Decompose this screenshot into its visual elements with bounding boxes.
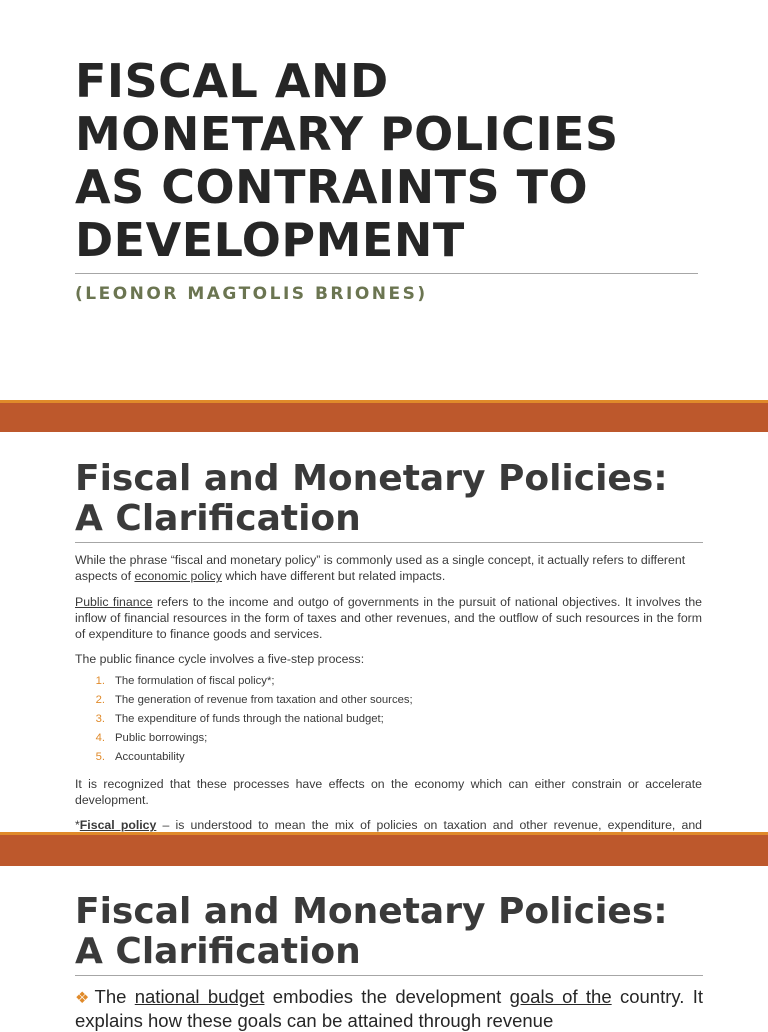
list-item xyxy=(75,710,702,729)
text: The xyxy=(94,986,135,1007)
list-item xyxy=(75,748,702,767)
slide-title xyxy=(75,459,668,539)
list-item xyxy=(75,672,702,691)
deck-title-line: DEVELOPMENT xyxy=(75,213,465,267)
list-item xyxy=(75,729,702,748)
process-steps-list xyxy=(75,672,702,767)
diamond-bullet-icon: ❖ xyxy=(75,990,93,1007)
list-text: Public borrowings; xyxy=(115,731,208,744)
list-text: The formulation of fiscal policy*; xyxy=(115,674,275,687)
list-number: 2. xyxy=(95,693,105,706)
slide-separator xyxy=(0,400,768,432)
title-divider xyxy=(75,975,703,976)
title-slide xyxy=(0,0,768,400)
deck-title-line: FISCAL AND xyxy=(75,54,389,108)
deck-title xyxy=(75,55,735,267)
paragraph-effects: It is recognized that these processes have effects on the economy which can either constrain or accelerate development. xyxy=(75,776,702,808)
slide-body xyxy=(75,552,702,859)
list-number: 4. xyxy=(95,731,105,744)
title-divider xyxy=(75,542,703,543)
list-number: 3. xyxy=(95,712,105,725)
slide-title-line: A Clarification xyxy=(75,498,361,539)
list-text: The expenditure of funds through the national budget; xyxy=(115,712,384,725)
paragraph-intro xyxy=(75,552,702,585)
slide-title xyxy=(75,892,668,972)
list-number: 5. xyxy=(95,750,105,763)
list-text: Accountability xyxy=(115,750,185,763)
deck-title-line: AS CONTRAINTS TO xyxy=(75,160,589,214)
slide-body xyxy=(75,986,703,1032)
slide-title-line: A Clarification xyxy=(75,931,361,972)
clarification-slide xyxy=(0,432,768,832)
text: – is understood to mean the mix of policies on taxation and other revenue, expenditure, and xyxy=(162,818,703,833)
list-number: 1. xyxy=(95,674,105,687)
title-divider xyxy=(75,273,698,274)
paragraph-public-finance xyxy=(75,594,702,643)
text: which have different but related impacts. xyxy=(221,569,446,584)
paragraph-cycle: The public finance cycle involves a five-step process: xyxy=(75,652,365,667)
clarification-slide-2 xyxy=(0,866,768,1031)
deck-title-line: MONETARY POLICIES xyxy=(75,107,619,161)
list-item xyxy=(75,691,702,710)
slide-separator xyxy=(0,832,768,866)
economic-policy-link[interactable]: economic policy xyxy=(134,569,222,584)
national-budget-link[interactable]: national budget xyxy=(134,986,265,1007)
text: While the phrase “fiscal and monetary policy” is commonly used as a single concept, it actually refers to different aspects of xyxy=(75,553,686,584)
list-text: The generation of revenue from taxation and other sources; xyxy=(115,693,413,706)
text: refers to the income and outgo of governments in the pursuit of national objectives. It involves the inflow of financial resources in the form of taxes and other revenues, and the outflow of such resources in the form of expenditure to finance goods and services. xyxy=(75,594,702,642)
public-finance-link[interactable]: Public finance xyxy=(75,594,153,609)
author-subtitle: (LEONOR MAGTOLIS BRIONES) xyxy=(75,284,428,304)
footnote-marker: * xyxy=(75,818,80,833)
text: embodies the development xyxy=(264,986,510,1007)
text: country. It explains how these goals can be attained through revenue xyxy=(75,986,703,1031)
slide-title-line: Fiscal and Monetary Policies: xyxy=(75,891,668,932)
goals-link[interactable]: goals of the xyxy=(509,986,612,1007)
slide-title-line: Fiscal and Monetary Policies: xyxy=(75,458,668,499)
fiscal-policy-link[interactable]: Fiscal policy xyxy=(79,818,157,833)
